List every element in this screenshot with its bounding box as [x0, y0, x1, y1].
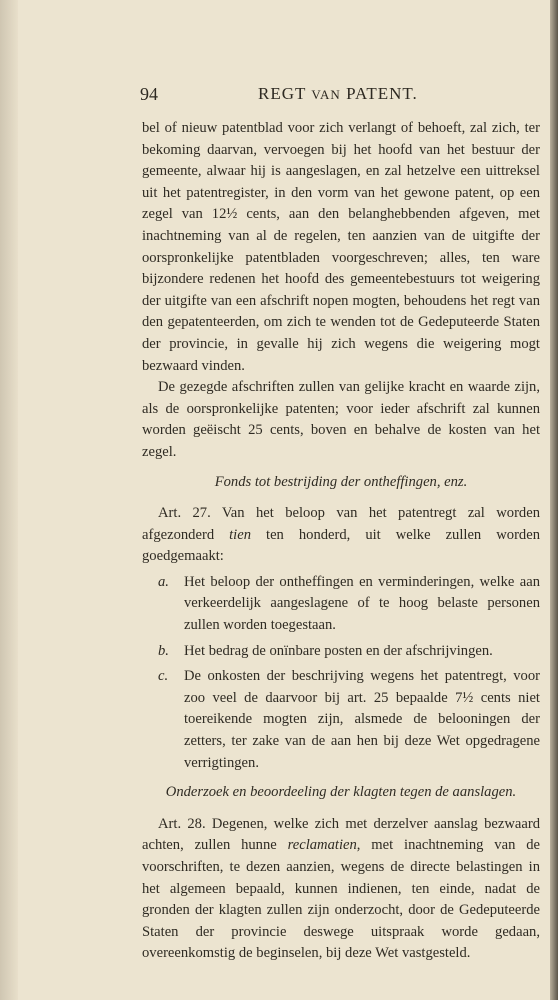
list-item-label: a.: [158, 573, 169, 590]
section-heading-fonds: Fonds tot bestrijding der ontheffingen, enz.: [214, 473, 468, 490]
article-27-tail: ten honderd, uit welke zullen worden goedgemaakt:: [142, 526, 540, 565]
list-item-label: b.: [158, 642, 169, 659]
page-number: 94: [140, 84, 158, 104]
article-27-list: [142, 572, 540, 774]
article-27-emphasis: tien: [229, 526, 252, 543]
running-head-small: VAN: [311, 87, 341, 102]
list-item-text: Het beloop der ontheffingen en verminderingen, welke aan verkeerdelijk aangeslagene of te hoog belaste personen zullen worden toegestaan.: [184, 573, 540, 634]
section-heading-onderzoek: Onderzoek en beoordeeling der klagten tegen de aanslagen.: [165, 784, 517, 801]
body-text: [142, 118, 540, 965]
paragraph-2: De gezegde afschriften zullen van gelijke kracht en waarde zijn, als de oorspronkelijke patenten; voor ieder afschrift zal kunnen worden geëischt 25 cents, boven en behalve de kosten van het zegel.: [142, 379, 540, 460]
article-28-lead: Art. 28. Degenen, welke zich met derzelver aanslag bezwaard achten, zullen hunne: [142, 815, 540, 854]
list-item-text: Het bedrag de onïnbare posten en der afschrijvingen.: [184, 642, 493, 659]
running-head-part2: PATENT.: [340, 84, 418, 103]
running-head: [258, 84, 418, 104]
page-header: [140, 84, 440, 108]
article-28: [142, 814, 540, 965]
list-item: [142, 666, 540, 774]
article-27-lead: Art. 27. Van het beloop van het patentregt zal worden afgezonderd: [142, 505, 540, 543]
list-item: [142, 641, 540, 663]
list-item-label: c.: [158, 668, 169, 685]
paragraph-1: bel of nieuw patentblad voor zich verlangt of behoeft, zal zich, ter bekoming daarvan, vervoegen bij het hoofd van het bestuur der gemeente, alwaar hij is aangeslagen, en zal hetzelve een uittreksel uit het patentregister, in den vorm van het gewone patent, op een zegel van 12½ cents, aan den belanghebbenden afgeven, met inachtneming van al de regelen, ten aanzien van de uitgifte der oorspronkelijke patentbladen voorgeschreven; alles, ten ware bijzondere redenen het hoofd des gemeentebestuurs tot weigering der uitgifte van een afschrift nopen mogten, behoudens het regt van den gepatenteerden, om zich te wenden tot de Gedeputeerde Staten der provincie, in gevalle hij zich wegens die weigering mogt bezwaard vinden.: [142, 120, 540, 374]
list-item: [142, 572, 540, 637]
article-27: [142, 503, 540, 568]
list-item-text: De onkosten der beschrijving wegens het patentregt, voor zoo veel de daarvoor bij art. 25 bepaalde 7½ cents niet toereikende mogten zijn, alsmede de belooningen der zetters, ter zake van de aan hen bij deze Wet opgedragene verrigtingen.: [184, 668, 540, 771]
article-28-tail: , met inachtneming van de voorschriften, te dezen aanzien, wegens de directe belastingen in het algemeen bepaald, kunnen indienen, ten einde, nadat de gronden der klagten zullen zijn onderzocht, door de Gedeputeerde Staten der provincie deswege uitspraak worde gedaan, overeenkomstig de beginselen, bij deze Wet vastgesteld.: [142, 837, 540, 962]
running-head-part1: REGT: [258, 84, 312, 103]
article-28-emphasis: reclamatien: [287, 837, 357, 854]
